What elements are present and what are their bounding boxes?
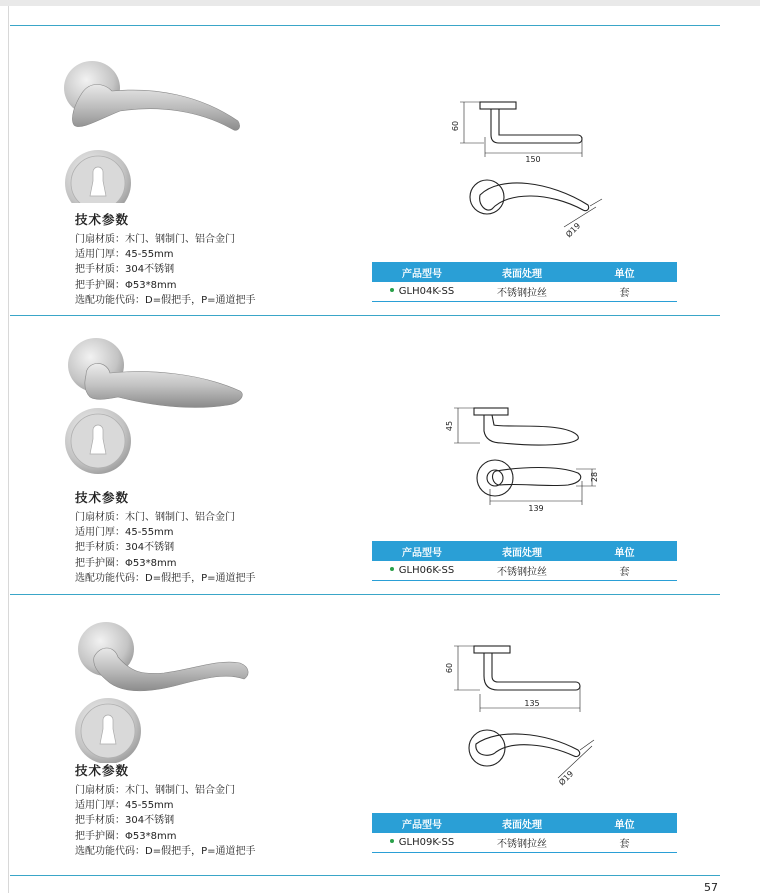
- footer-divider: [10, 875, 720, 876]
- spec-door-material: 门扇材质：木门、钢制门、铝合金门: [75, 512, 235, 523]
- top-strip: [0, 0, 760, 6]
- technical-drawing: [440, 95, 620, 285]
- dim-length: 139: [528, 504, 544, 513]
- table-row: [372, 561, 677, 581]
- cell-model: GLH09K-SS: [372, 833, 472, 853]
- dim-height: 45: [445, 420, 454, 432]
- handle-photo: [68, 613, 268, 763]
- section-divider: [10, 25, 720, 26]
- bullet-dot: [390, 567, 394, 571]
- page-number: 57: [704, 881, 718, 894]
- header-model: 产品型号: [372, 541, 472, 561]
- section-divider: [10, 315, 720, 316]
- header-unit: 单位: [572, 262, 677, 282]
- cell-unit: 套: [572, 833, 677, 853]
- cell-finish: 不锈钢拉丝: [472, 561, 572, 581]
- dim-width: 28: [590, 471, 599, 483]
- dim-height: 60: [451, 120, 460, 132]
- header-unit: 单位: [572, 813, 677, 833]
- product-section-glh06k: [0, 325, 760, 585]
- product-table: [372, 541, 677, 581]
- header-model: 产品型号: [372, 813, 472, 833]
- spec-rose: 把手护圈：Φ53*8mm: [75, 279, 177, 291]
- spec-handle-material: 把手材质：304不锈钢: [75, 264, 175, 276]
- bullet-dot: [390, 839, 394, 843]
- technical-drawing: [440, 640, 620, 830]
- cell-finish: 不锈钢拉丝: [472, 833, 572, 853]
- spec-function-codes: 选配功能代码：D=假把手，P=通道把手: [75, 294, 256, 306]
- dim-length: 135: [524, 699, 540, 708]
- spec-door-material: 门扇材质：木门、钢制门、铝合金门: [75, 785, 235, 796]
- cell-unit: 套: [572, 282, 677, 302]
- product-table: [372, 262, 677, 302]
- table-row: [372, 282, 677, 302]
- spec-list: [75, 510, 256, 586]
- tech-params-title: 技术参数: [75, 490, 130, 505]
- spec-handle-material: 把手材质：304不锈钢: [75, 542, 175, 554]
- header-finish: 表面处理: [472, 541, 572, 561]
- header-model: 产品型号: [372, 262, 472, 282]
- spec-door-thickness: 适用门厚：45-55mm: [75, 249, 174, 261]
- handle-photo: [60, 333, 260, 483]
- spec-door-thickness: 适用门厚：45-55mm: [75, 800, 174, 812]
- spec-list: [75, 232, 256, 308]
- handle-photo: [60, 53, 260, 203]
- spec-door-material: 门扇材质：木门、钢制门、铝合金门: [75, 234, 235, 245]
- dim-diameter: Ø19: [557, 769, 576, 788]
- spec-function-codes: 选配功能代码：D=假把手，P=通道把手: [75, 572, 256, 584]
- cell-finish: 不锈钢拉丝: [472, 282, 572, 302]
- section-divider: [10, 594, 720, 595]
- cell-unit: 套: [572, 561, 677, 581]
- dim-height: 60: [445, 662, 454, 674]
- spec-function-codes: 选配功能代码：D=假把手，P=通道把手: [75, 845, 256, 857]
- product-table: [372, 813, 677, 853]
- tech-params-title: 技术参数: [75, 763, 130, 778]
- table-row: [372, 833, 677, 853]
- header-unit: 单位: [572, 541, 677, 561]
- spec-door-thickness: 适用门厚：45-55mm: [75, 527, 174, 539]
- spec-rose: 把手护圈：Φ53*8mm: [75, 830, 177, 842]
- header-finish: 表面处理: [472, 262, 572, 282]
- spec-handle-material: 把手材质：304不锈钢: [75, 815, 175, 827]
- dim-diameter: Ø19: [564, 221, 583, 240]
- cell-model: GLH04K-SS: [372, 282, 472, 302]
- product-section-glh04k: [0, 45, 760, 305]
- cell-model: GLH06K-SS: [372, 561, 472, 581]
- product-section-glh09k: [0, 605, 760, 865]
- spec-rose: 把手护圈：Φ53*8mm: [75, 557, 177, 569]
- dim-length: 150: [525, 155, 541, 164]
- spec-list: [75, 783, 256, 859]
- header-finish: 表面处理: [472, 813, 572, 833]
- tech-params-title: 技术参数: [75, 212, 130, 227]
- bullet-dot: [390, 288, 394, 292]
